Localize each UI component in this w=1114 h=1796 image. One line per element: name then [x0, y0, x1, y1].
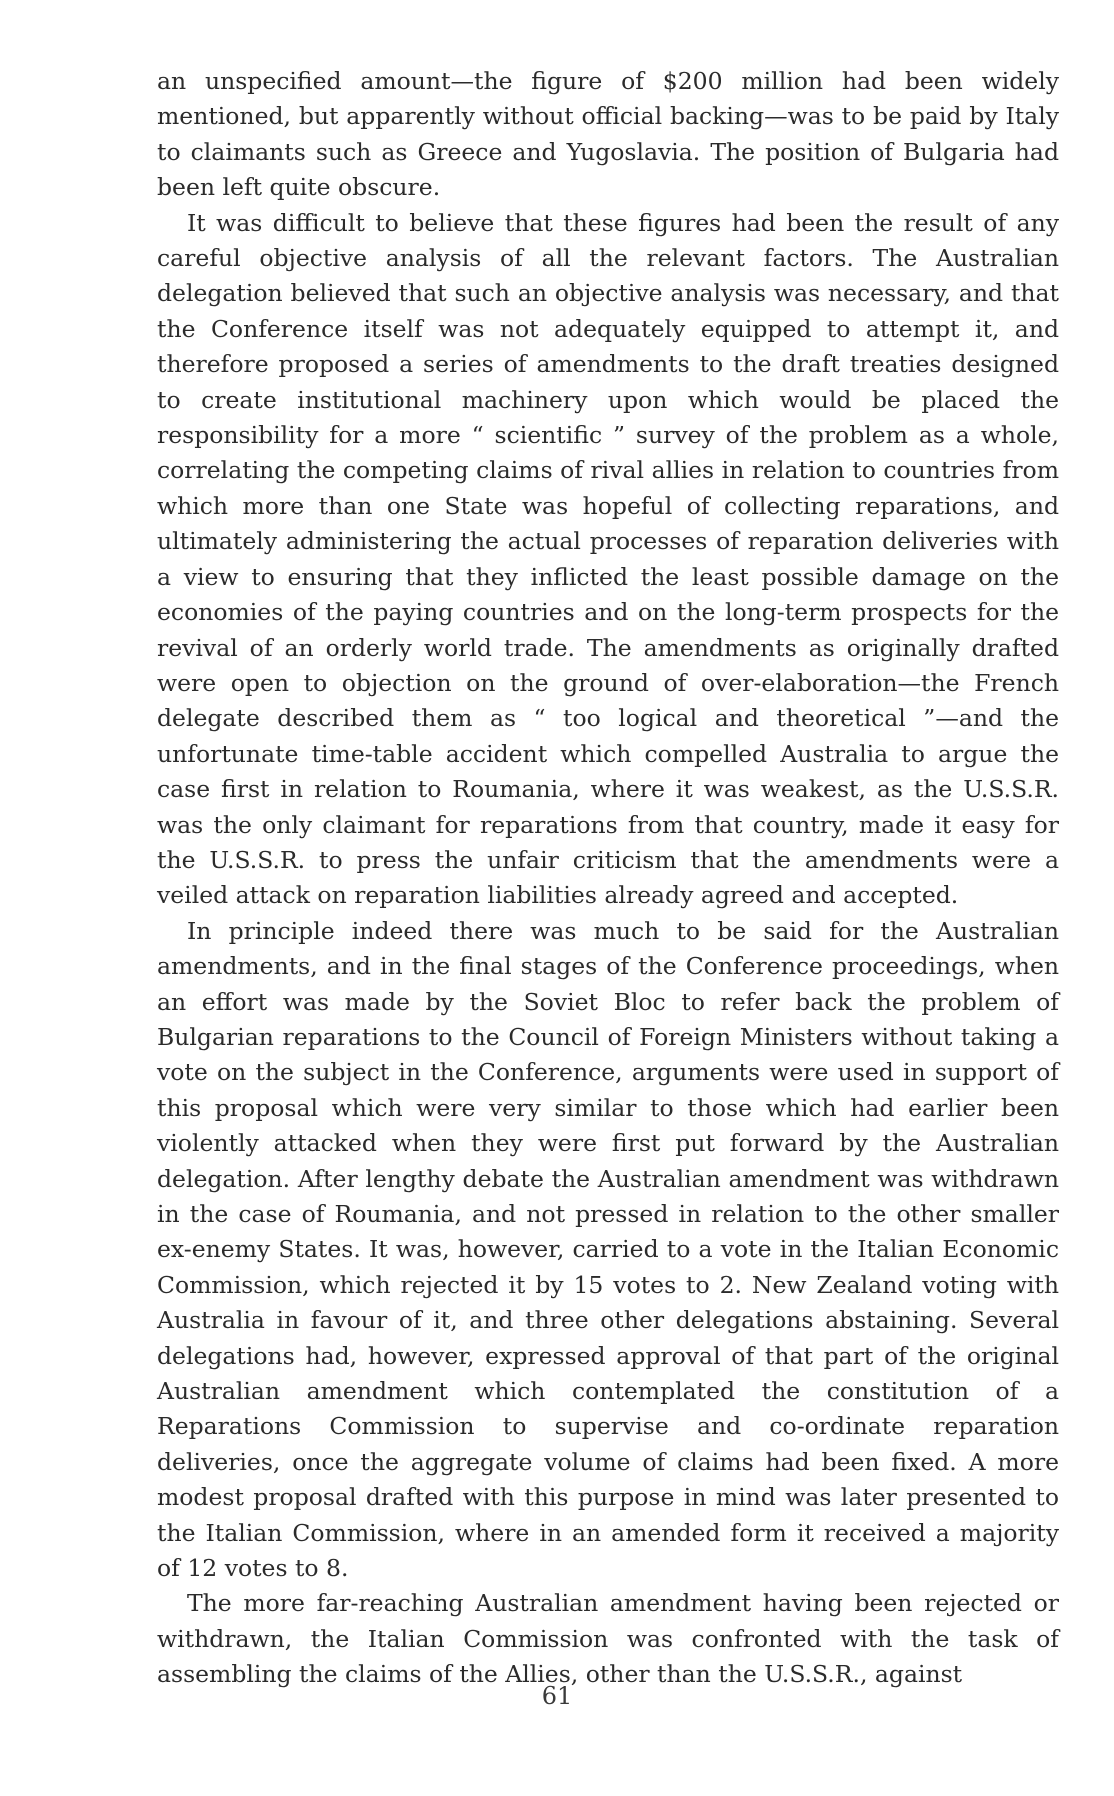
body-text	[157, 64, 1059, 1693]
paragraph-continuation: an unspecified amount—the figure of $200 million had been widely mentioned, but apparently without official backing—was to be paid by Italy to claimants such as Greece and Yugoslavia. The position of Bulgaria had been left quite obscure.	[157, 67, 1059, 202]
paragraph-principle: In principle indeed there was much to be said for the Australian amendments, and in the final stages of the Conference proceedings, when an effort was made by the Soviet Bloc to refer back the problem of Bulgarian reparations to the Council of Foreign Ministers without taking a vote on the subject in the Conference, arguments were used in support of this proposal which were very similar to those which had earlier been violently attacked when they were first put forward by the Australian delegation. After lengthy debate the Australian amendment was withdrawn in the case of Roumania, and not pressed in relation to the other smaller ex-enemy States. It was, however, carried to a vote in the Italian Economic Commission, which rejected it by 15 votes to 2. New Zealand voting with Australia in favour of it, and three other delegations abstaining. Several delegations had, however, expressed approval of that part of the original Australian amendment which contemplated the constitution of a Reparations Commission to supervise and co-ordinate reparation deliveries, once the aggregate volume of claims had been fixed. A more modest proposal drafted with this purpose in mind was later presented to the Italian Commission, where in an amended form it received a majority of 12 votes to 8.	[157, 916, 1059, 1583]
paragraph-objective-analysis: It was difficult to believe that these figures had been the result of any careful objective analysis of all the relevant factors. The Australian delegation believed that such an objective analysis was necessary, and that the Conference itself was not adequately equipped to attempt it, and therefore proposed a series of amendments to the draft treaties designed to create institutional machinery upon which would be placed the responsibility for a more “ scientific ” survey of the problem as a whole, correlating the competing claims of rival allies in relation to countries from which more than one State was hopeful of collecting reparations, and ultimately administering the actual processes of reparation deliveries with a view to ensuring that they inflicted the least possible damage on the economies of the paying countries and on the long-term prospects for the revival of an orderly world trade. The amendments as originally drafted were open to objection on the ground of over-elaboration—the French delegate described them as “ too logical and theoretical ”—and the unfortunate time-table accident which compelled Australia to argue the case first in relation to Roumania, where it was weakest, as the U.S.S.R. was the only claimant for reparations from that country, made it easy for the U.S.S.R. to press the unfair criticism that the amendments were a veiled attack on reparation liabilities already agreed and accepted.	[157, 208, 1059, 910]
page-number: 61	[541, 1682, 573, 1710]
paragraph-italian-commission: The more far-reaching Australian amendment having been rejected or withdrawn, the Italian Commission was confronted with the task of assembling the claims of the Allies, other than the U.S.S.R., against	[157, 1589, 1059, 1689]
